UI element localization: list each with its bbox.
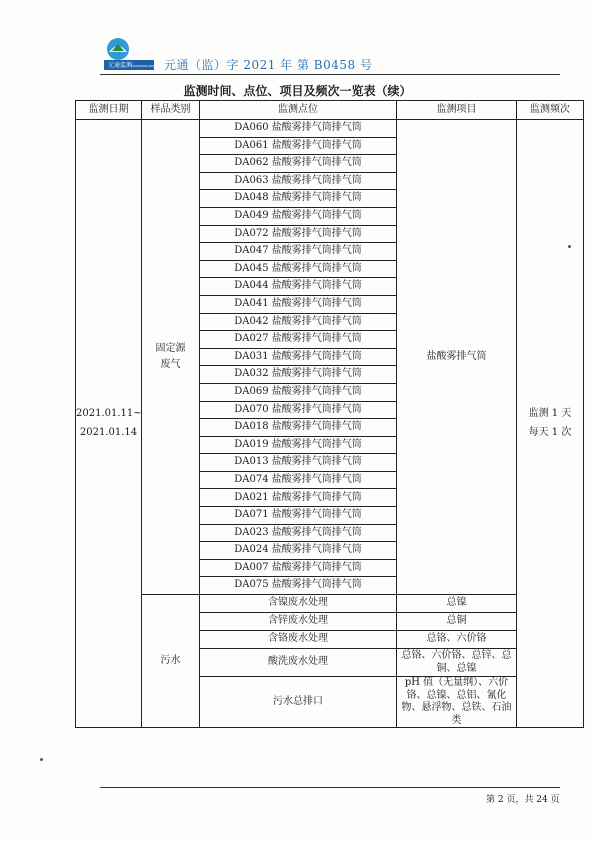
item-cell: 总铬、六价铬 bbox=[397, 631, 517, 649]
point-cell: DA047 盐酸雾排气筒排气筒 bbox=[200, 243, 397, 261]
scan-mark bbox=[40, 758, 43, 761]
table-row bbox=[76, 595, 584, 613]
category-label: 固定源 bbox=[155, 342, 186, 354]
point-cell: 含镍废水处理 bbox=[200, 595, 397, 613]
page-header bbox=[100, 36, 560, 76]
item-cell-exhaust: 盐酸雾排气筒 bbox=[397, 120, 517, 595]
column-header: 监测日期 bbox=[76, 101, 142, 120]
table-header-row bbox=[76, 101, 584, 120]
logo-text: 元通监测 bbox=[108, 62, 133, 69]
point-cell: DA042 盐酸雾排气筒排气筒 bbox=[200, 313, 397, 331]
point-cell: DA044 盐酸雾排气筒排气筒 bbox=[200, 278, 397, 296]
point-cell: DA061 盐酸雾排气筒排气筒 bbox=[200, 137, 397, 155]
frequency-line: 每天 1 次 bbox=[528, 426, 572, 438]
point-cell: 含锌废水处理 bbox=[200, 613, 397, 631]
page-number: 第 2 页，共 24 页 bbox=[486, 795, 560, 805]
category-label: 废气 bbox=[160, 359, 181, 371]
point-cell: DA032 盐酸雾排气筒排气筒 bbox=[200, 366, 397, 384]
point-cell: DA075 盐酸雾排气筒排气筒 bbox=[200, 577, 397, 595]
point-cell: DA062 盐酸雾排气筒排气筒 bbox=[200, 155, 397, 173]
category-cell-exhaust bbox=[142, 120, 200, 595]
point-cell: DA031 盐酸雾排气筒排气筒 bbox=[200, 348, 397, 366]
item-cell: 总铜 bbox=[397, 613, 517, 631]
point-cell: 污水总排口 bbox=[200, 677, 397, 728]
frequency-line: 监测 1 天 bbox=[528, 408, 572, 420]
column-header: 监测点位 bbox=[200, 101, 397, 120]
point-cell: DA023 盐酸雾排气筒排气筒 bbox=[200, 524, 397, 542]
point-cell: DA074 盐酸雾排气筒排气筒 bbox=[200, 471, 397, 489]
company-logo bbox=[100, 36, 160, 72]
column-header: 监测项目 bbox=[397, 101, 517, 120]
point-cell: 酸洗废水处理 bbox=[200, 649, 397, 677]
item-cell: pH 值（无量纲）、六价铬、总镍、总铝、氰化物、悬浮物、总铁、石油类 bbox=[397, 677, 517, 728]
point-cell: DA041 盐酸雾排气筒排气筒 bbox=[200, 295, 397, 313]
point-cell: DA070 盐酸雾排气筒排气筒 bbox=[200, 401, 397, 419]
scan-mark bbox=[568, 245, 571, 248]
point-cell: DA069 盐酸雾排气筒排气筒 bbox=[200, 383, 397, 401]
monitoring-date-cell bbox=[76, 120, 142, 728]
monitoring-schedule-table bbox=[75, 100, 584, 728]
point-cell: DA018 盐酸雾排气筒排气筒 bbox=[200, 419, 397, 437]
frequency-cell bbox=[517, 120, 584, 728]
footer-divider bbox=[100, 787, 560, 788]
table-body bbox=[76, 120, 584, 728]
date-end: 2021.01.14 bbox=[79, 426, 138, 438]
point-cell: DA063 盐酸雾排气筒排气筒 bbox=[200, 172, 397, 190]
point-cell: DA019 盐酸雾排气筒排气筒 bbox=[200, 436, 397, 454]
point-cell: DA072 盐酸雾排气筒排气筒 bbox=[200, 225, 397, 243]
table-title: 监测时间、点位、项目及频次一览表（续） bbox=[183, 84, 412, 98]
point-cell: DA027 盐酸雾排气筒排气筒 bbox=[200, 331, 397, 349]
point-cell: DA021 盐酸雾排气筒排气筒 bbox=[200, 489, 397, 507]
column-header: 样品类别 bbox=[142, 101, 200, 120]
point-cell: DA007 盐酸雾排气筒排气筒 bbox=[200, 559, 397, 577]
point-cell: 含铬废水处理 bbox=[200, 631, 397, 649]
table-row bbox=[76, 120, 584, 138]
item-cell: 总铬、六价铬、总锌、总铜、总镍 bbox=[397, 649, 517, 677]
logo-subtext: YUANTONG JIANCE bbox=[131, 64, 160, 68]
point-cell: DA060 盐酸雾排气筒排气筒 bbox=[200, 120, 397, 138]
document-number: 元通（监）字 2021 年 第 B0458 号 bbox=[164, 58, 373, 72]
point-cell: DA045 盐酸雾排气筒排气筒 bbox=[200, 260, 397, 278]
header-divider bbox=[100, 74, 560, 75]
point-cell: DA049 盐酸雾排气筒排气筒 bbox=[200, 207, 397, 225]
category-cell-wastewater: 污水 bbox=[142, 595, 200, 728]
column-header: 监测频次 bbox=[517, 101, 584, 120]
item-cell: 总镍 bbox=[397, 595, 517, 613]
point-cell: DA013 盐酸雾排气筒排气筒 bbox=[200, 454, 397, 472]
point-cell: DA048 盐酸雾排气筒排气筒 bbox=[200, 190, 397, 208]
point-cell: DA024 盐酸雾排气筒排气筒 bbox=[200, 542, 397, 560]
point-cell: DA071 盐酸雾排气筒排气筒 bbox=[200, 507, 397, 525]
date-start: 2021.01.11~ bbox=[76, 408, 142, 420]
